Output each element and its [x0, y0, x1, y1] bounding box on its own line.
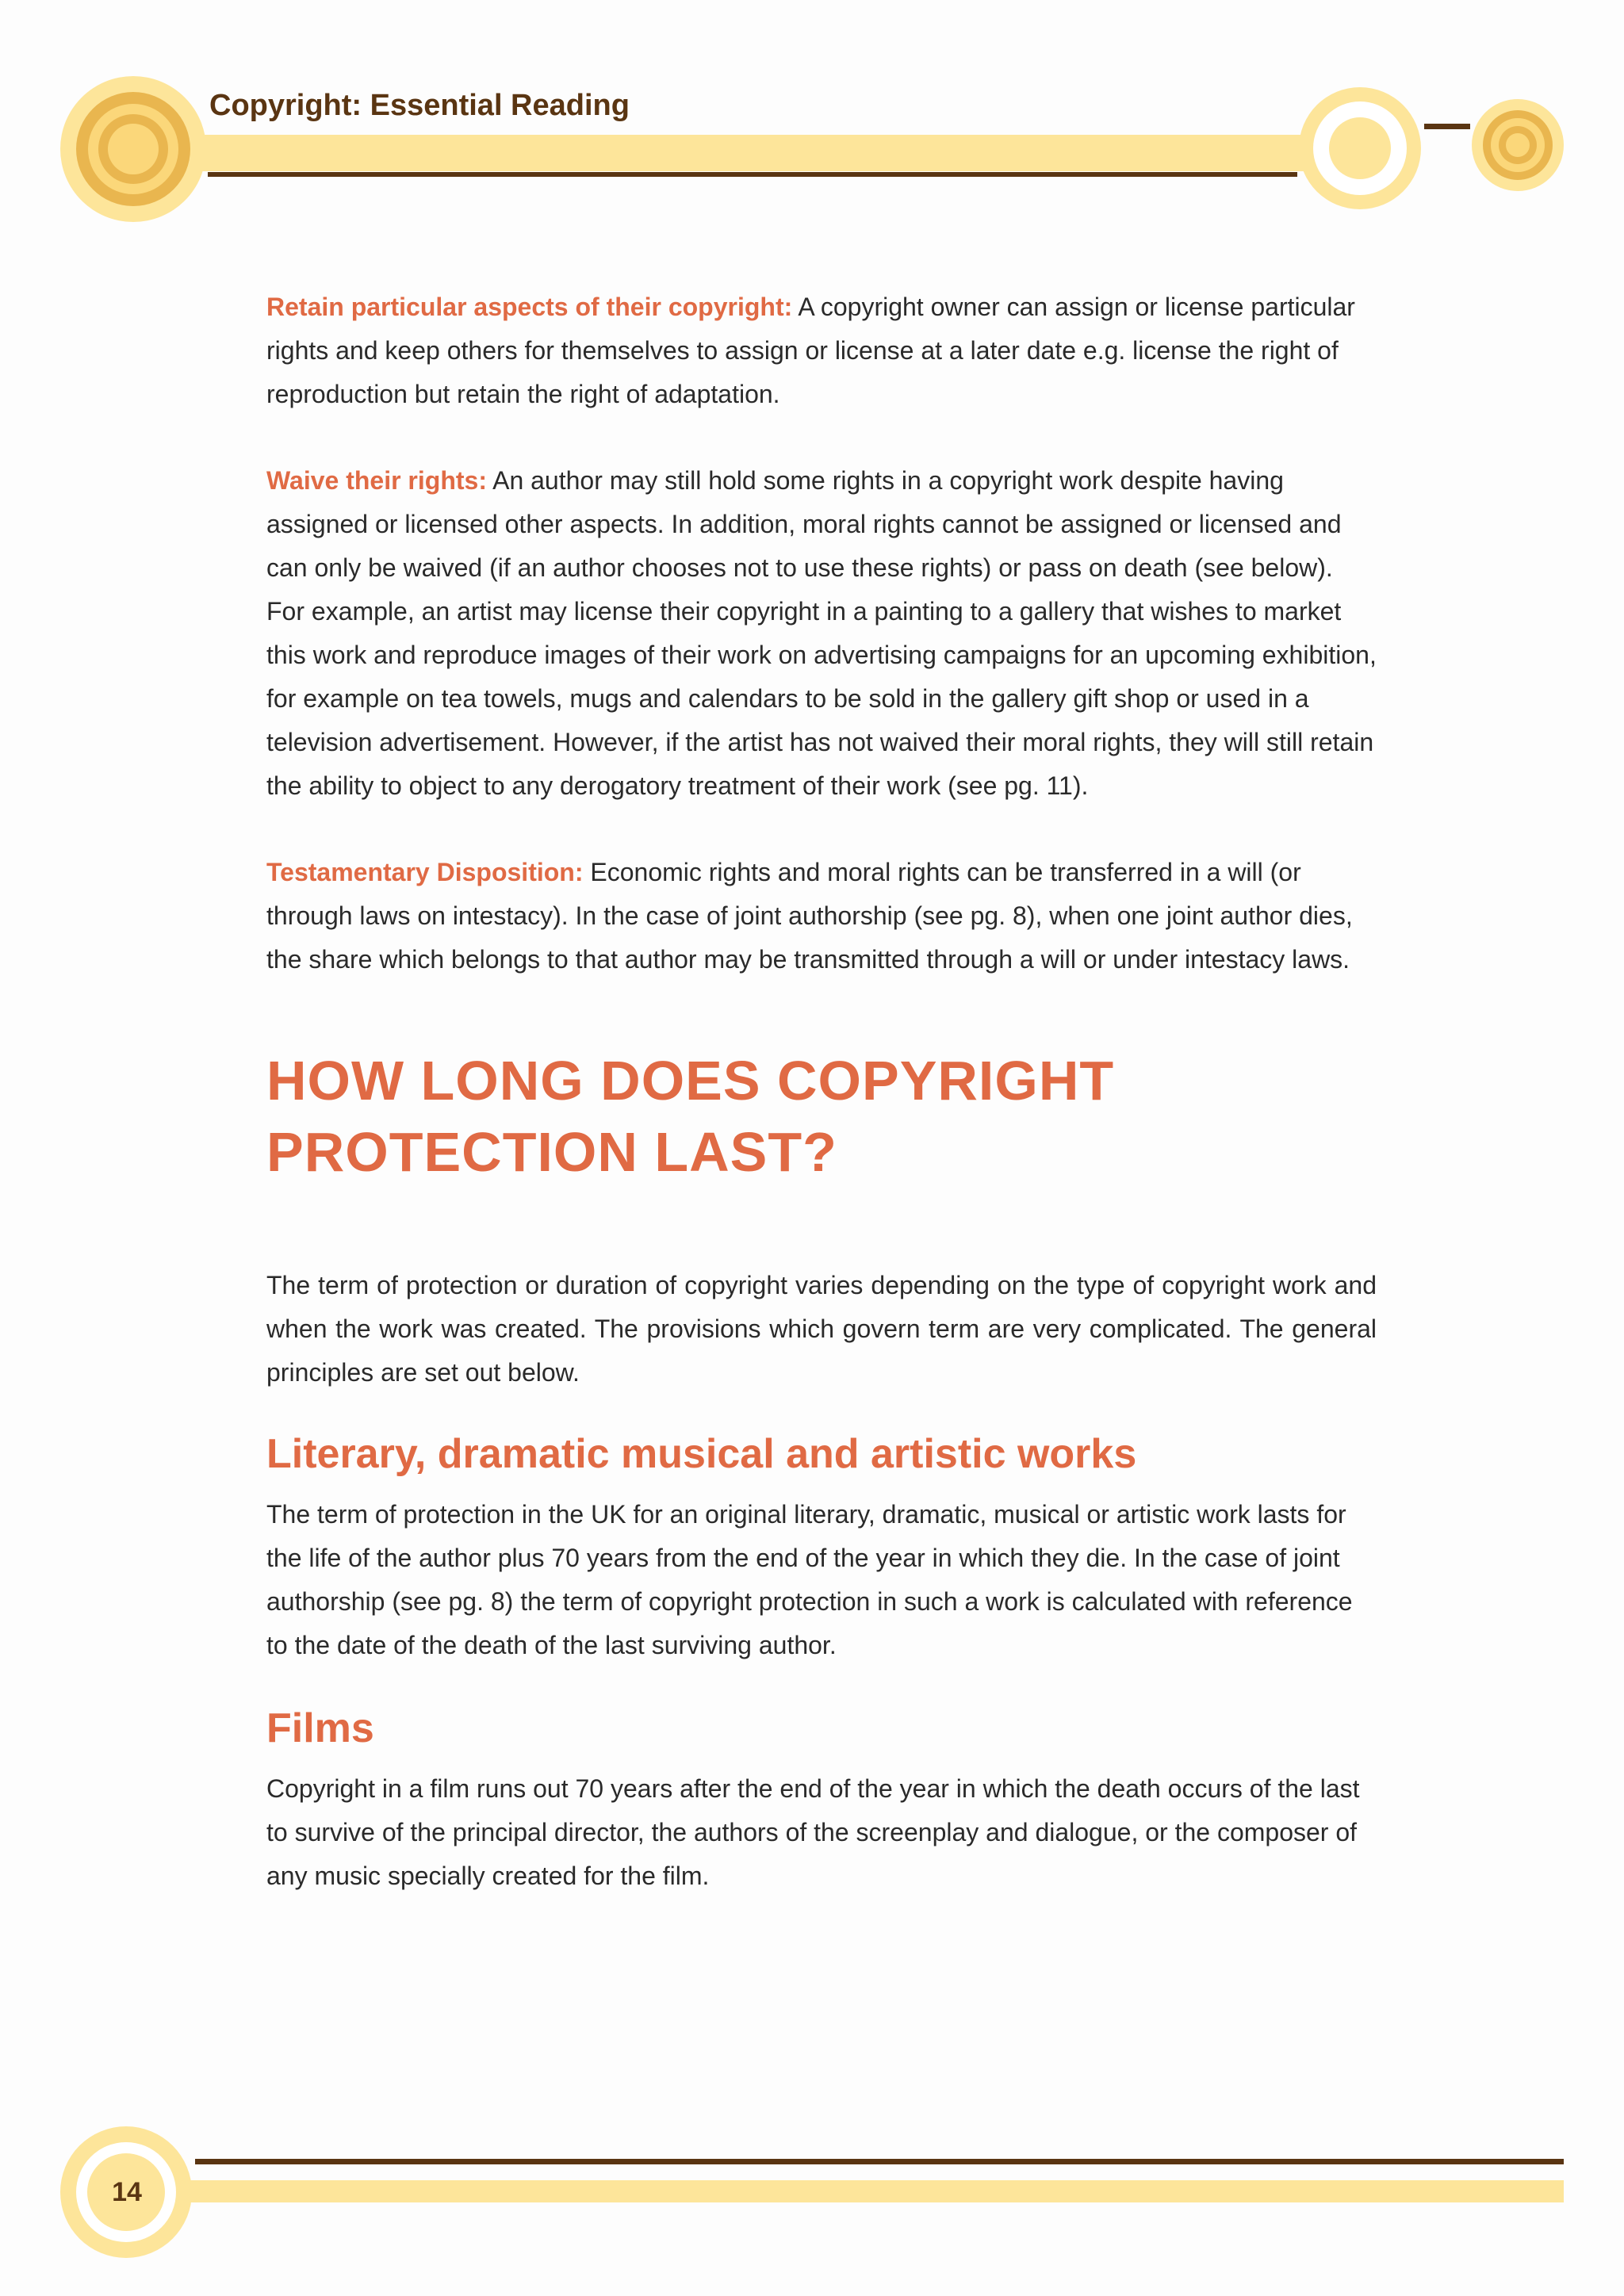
header-rule — [208, 172, 1297, 177]
retain-text: A copyright owner can assign or license particular rights and keep others for themselves to assign or license at a later date e.g. license the right of reproduction but retain the right of adaptation. — [266, 293, 1355, 408]
testamentary-text: Economic rights and moral rights can be transferred in a will (or through laws on intestacy). In the case of joint authorship (see pg. 8), when one joint author dies, the share which belongs to that author may be transmitted through a will or under intestacy laws. — [266, 858, 1353, 974]
main-heading-line1: HOW LONG DOES COPYRIGHT — [266, 1050, 1115, 1112]
main-heading-wrap — [266, 1024, 1377, 1188]
testamentary-lead: Testamentary Disposition: — [266, 858, 584, 886]
films-heading: Films — [266, 1705, 374, 1751]
footer-rule — [195, 2159, 1564, 2164]
header-band — [127, 135, 1316, 171]
main-heading-line2: PROTECTION LAST? — [266, 1121, 837, 1183]
retain-paragraph — [266, 285, 1377, 416]
waive-lead: Waive their rights: — [266, 466, 487, 495]
literary-heading: Literary, dramatic musical and artistic works — [266, 1431, 1137, 1477]
header-connector — [1424, 124, 1470, 129]
main-content — [266, 285, 1377, 1941]
waive-paragraph — [266, 459, 1377, 808]
main-heading — [266, 1045, 1377, 1188]
literary-paragraph: The term of protection in the UK for an original literary, dramatic, musical or artistic work lasts for the life of the author plus 70 years from the end of the year in which they die. In the case of joint authorship (see pg. 8) the term of copyright protection in such a work is calculated with reference to the date of the death of the last surviving author. — [266, 1500, 1353, 1659]
retain-lead: Retain particular aspects of their copyright: — [266, 293, 793, 321]
page-number: 14 — [112, 2177, 142, 2207]
films-paragraph: Copyright in a film runs out 70 years after the end of the year in which the death occurs of the last to survive of the principal director, the authors of the screenplay and dialogue, or the composer of any music specially created for the film. — [266, 1774, 1360, 1890]
waive-text: An author may still hold some rights in a copyright work despite having assigned or licensed other aspects. In addition, moral rights cannot be assigned or licensed and can only be waived (if an author chooses not to use these rights) or pass on death (see below). For example, an artist may license their copyright in a painting to a gallery that wishes to market this work and reproduce images of their work on advertising campaigns for an upcoming exhibition, for example on tea towels, mugs and calendars to be sold in the gallery gift shop or used in a television advertisement. However, if the artist has not waived their moral rights, they will still retain the ability to object to any derogatory treatment of their work (see pg. 11). — [266, 466, 1377, 800]
header-title: Copyright: Essential Reading — [209, 89, 630, 122]
intro-paragraph: The term of protection or duration of copyright varies depending on the type of copyright work and when the work was created. The provisions which govern term are very complicated. The general principles are set out below. — [266, 1271, 1377, 1387]
footer-band — [182, 2180, 1564, 2202]
testamentary-paragraph — [266, 851, 1377, 982]
